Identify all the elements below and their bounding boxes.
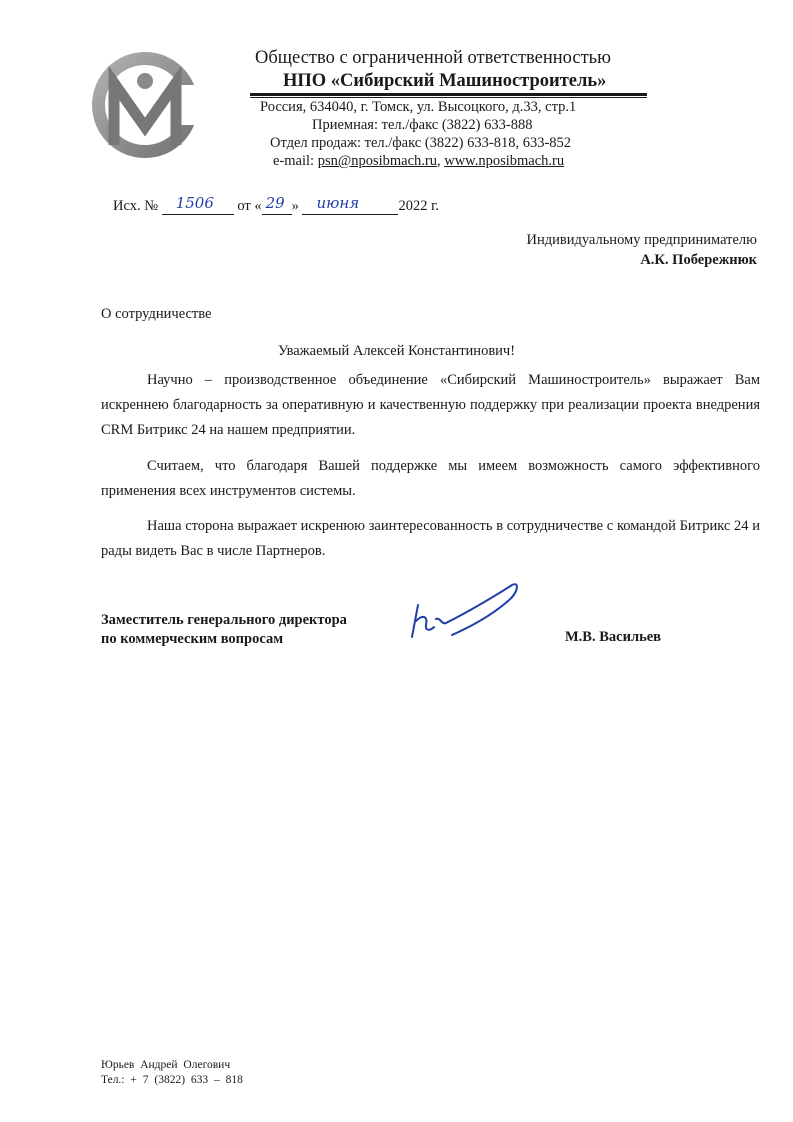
ref-date-label: от « xyxy=(237,198,262,214)
links-separator: , xyxy=(436,153,445,169)
footer-contact-phone: Тел.: + 7 (3822) 633 – 818 xyxy=(101,1074,243,1086)
body-paragraph-3: Наша сторона выражает искренюю заинтересованность в сотрудничестве с командой Битрикс 24 и рады видеть Вас в числе Партнеров. xyxy=(101,518,760,559)
ref-month: июня xyxy=(316,194,360,212)
email-link[interactable]: psn@nposibmach.ru xyxy=(317,153,437,169)
body-paragraph-1: Научно – производственное объединение «Сибирский Машиностроитель» выражает Вам искреннею благодарность за оперативную и качественную поддержку при реализации проекта внедрения CRM Битрикс 24 на нашем предприятии. xyxy=(101,372,760,438)
company-type: Общество с ограниченной ответственностью xyxy=(255,48,611,68)
company-name: НПО «Сибирский Машиностроитель» xyxy=(283,71,607,91)
footer-contact-name: Юрьев Андрей Олегович xyxy=(101,1059,231,1071)
body-paragraph-2: Считаем, что благодаря Вашей поддержке мы имеем возможность самого эффективного применения всех инструментов системы. xyxy=(101,458,760,499)
recipient-title: Индивидуальному предпринимателю xyxy=(526,232,757,248)
handwritten-signature-icon xyxy=(400,575,530,650)
header-divider-thin xyxy=(250,97,647,98)
ref-number-field xyxy=(162,194,234,215)
contact-links xyxy=(273,153,564,170)
salutation: Уважаемый Алексей Константинович! xyxy=(277,343,516,359)
ref-year: 2022 г. xyxy=(398,198,440,214)
header-divider xyxy=(250,93,647,96)
sales-phone: Отдел продаж: тел./факс (3822) 633-818, 633-852 xyxy=(270,135,572,151)
footer-contact xyxy=(101,1058,243,1088)
signatory-name: М.В. Васильев xyxy=(565,629,662,645)
npo-sibmach-logo-icon xyxy=(90,45,200,165)
company-logo xyxy=(90,45,200,165)
website-link[interactable]: www.nposibmach.ru xyxy=(444,153,565,169)
ref-day: 29 xyxy=(265,194,285,212)
ref-month-field xyxy=(302,194,398,215)
ref-number-label: Исх. № xyxy=(113,198,159,214)
recipient-name: А.К. Побережнюк xyxy=(640,252,757,268)
ref-number: 1506 xyxy=(175,194,214,212)
ref-day-field xyxy=(262,194,292,215)
company-address: Россия, 634040, г. Томск, ул. Высоцкого, д.33, стр.1 xyxy=(260,99,577,115)
reference-line xyxy=(113,194,440,215)
ref-close-quote: » xyxy=(291,198,299,214)
reception-phone: Приемная: тел./факс (3822) 633-888 xyxy=(312,117,533,133)
letter-subject: О сотрудничестве xyxy=(101,306,212,322)
signatory-title-line2: по коммерческим вопросам xyxy=(101,631,284,647)
signatory-title-line1: Заместитель генерального директора xyxy=(101,612,347,628)
email-label: e-mail: xyxy=(273,153,318,169)
signatory-title xyxy=(101,611,347,649)
